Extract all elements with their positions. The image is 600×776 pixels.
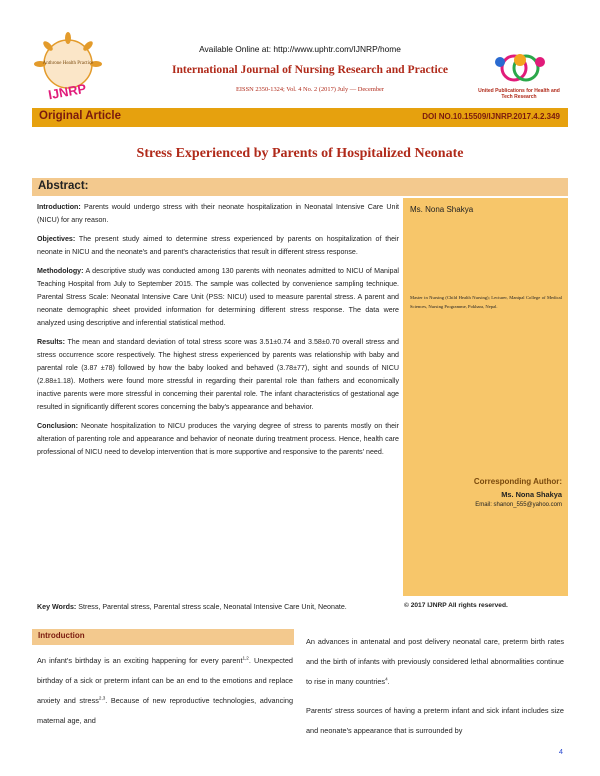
corresponding-author-label: Corresponding Author: xyxy=(473,477,562,486)
publisher-logo-text: United Publications for Health and Tech Research xyxy=(478,88,560,100)
abstract-methodology xyxy=(37,265,399,330)
article-title: Stress Experienced by Parents of Hospitalized Neonate xyxy=(136,146,464,161)
introduction-heading: Introduction xyxy=(38,631,85,640)
intro-text: . Because of new reproductive technologies, advancing maternal age, and xyxy=(37,696,293,725)
section-text: A descriptive study was conducted among 130 parents with neonates admitted to NICU of Manipal Teaching Hospital from July to September 2015. The sample was collected by convenience sampling technique. Parental Stress Scale: Neonatal Intensive Care Unit (PSS: NICU) used to measure parental stress. A parent and neonate demographic sheet provided information for determining different stress response. The data were analyzed using descriptive and inferential statistical method. xyxy=(37,267,399,327)
introduction-column-1 xyxy=(37,651,293,731)
section-label: Conclusion: xyxy=(37,422,78,430)
citation[interactable]: 4 xyxy=(385,676,388,682)
citation[interactable]: 1,2 xyxy=(242,655,249,661)
abstract-objectives xyxy=(37,233,399,259)
availability-line[interactable]: Available Online at: http://www.uphtr.com/IJNRP/home xyxy=(199,44,401,54)
intro-text: An advances in antenatal and post delivery neonatal care, preterm birth rates and the birth of infants with previously considered lethal abnormalities continue to rise in many countries xyxy=(306,637,564,686)
section-label: Introduction: xyxy=(37,203,81,211)
section-text: Neonate hospitalization to NICU produces the varying degree of stress to parents mostly on their alteration of parenting role and appearance and behavior of neonate during treatment process. Hence, health care professional of NICU need to develop intervention that is more supportive and responsive to the parents' need. xyxy=(37,422,399,456)
abstract-heading: Abstract: xyxy=(38,180,89,192)
section-label: Results: xyxy=(37,338,65,346)
abstract-body xyxy=(37,201,399,465)
journal-logo xyxy=(28,30,108,110)
keywords-label: Key Words: xyxy=(37,603,77,611)
introduction-column-2 xyxy=(306,632,564,750)
abstract-results xyxy=(37,336,399,414)
intro-paragraph: Parents' stress sources of having a preterm infant and sick infant includes size and neonate's appearance that is surrounded by xyxy=(306,706,564,735)
abstract-bar xyxy=(32,178,568,196)
section-label: Methodology: xyxy=(37,267,84,275)
keywords xyxy=(37,603,399,611)
citation[interactable]: 2,3 xyxy=(98,695,106,701)
section-text: Parents would undergo stress with their neonate hospitalization in Neonatal Intensive Care Unit (NICU) for any reason. xyxy=(37,203,399,224)
author-affiliation: Master in Nursing (Child Health Nursing); Lecturer, Manipal College of Medical Sciences, Nursing Programme, Pokhara, Nepal. xyxy=(410,295,562,309)
issn-line: EISSN 2350-1324; Vol. 4 No. 2 (2017) July — December xyxy=(236,86,384,93)
keywords-text: Stress, Parental stress, Parental stress scale, Neonatal Intensive Care Unit, Neonate. xyxy=(76,603,347,611)
abstract-conclusion xyxy=(37,420,399,459)
corresponding-author-name: Ms. Nona Shakya xyxy=(501,490,562,499)
logo-left-mark: IJNRP xyxy=(47,80,88,103)
section-text: The present study aimed to determine stress experienced by parents on hospitalization of their neonate in NICU and the neonate's and parent's characteristics that result in different stress response. xyxy=(37,235,399,256)
author-sidebar xyxy=(403,198,568,596)
intro-text: . xyxy=(387,677,390,686)
copyright: © 2017 IJNRP All rights reserved. xyxy=(404,602,508,609)
journal-title: International Journal of Nursing Research and Practice xyxy=(171,63,449,76)
page-number: 4 xyxy=(558,747,563,756)
intro-text: An infant's birthday is an exciting happening for every parent xyxy=(37,656,243,665)
author-name: Ms. Nona Shakya xyxy=(410,205,474,214)
doi[interactable]: DOI NO.10.15509/IJNRP.2017.4.2.349 xyxy=(422,112,560,121)
article-type: Original Article xyxy=(39,110,122,122)
section-text: The mean and standard deviation of total stress score was 3.51±0.74 and 3.58±0.70 overall stress and stress occurrence score respectively. The highest stress experienced by parents was relationship with baby and parental role (3.87 ±78) followed by how the baby looked and behaved (3.78±77), sight and sounds of NICU (2.88±1.18). Mothers were found more stressful in regarding their parental role than fathers and economically inactive parents were more stressful in concerning their parental role. The infant characteristics of gestational age resulted in significantly different scores concerning the baby's appearance and behavior. xyxy=(37,338,399,411)
section-label: Objectives: xyxy=(37,235,76,243)
corresponding-author-email[interactable]: Email: shanon_555@yahoo.com xyxy=(475,502,562,508)
logo-left-text: Anthrone Health Practice xyxy=(42,61,94,66)
intro-paragraph xyxy=(306,632,564,692)
intro-text: . Unexpected birthday of a sick or preterm infant can be an end to the emotions and replace anxiety and stress xyxy=(37,656,293,705)
abstract-introduction xyxy=(37,201,399,227)
